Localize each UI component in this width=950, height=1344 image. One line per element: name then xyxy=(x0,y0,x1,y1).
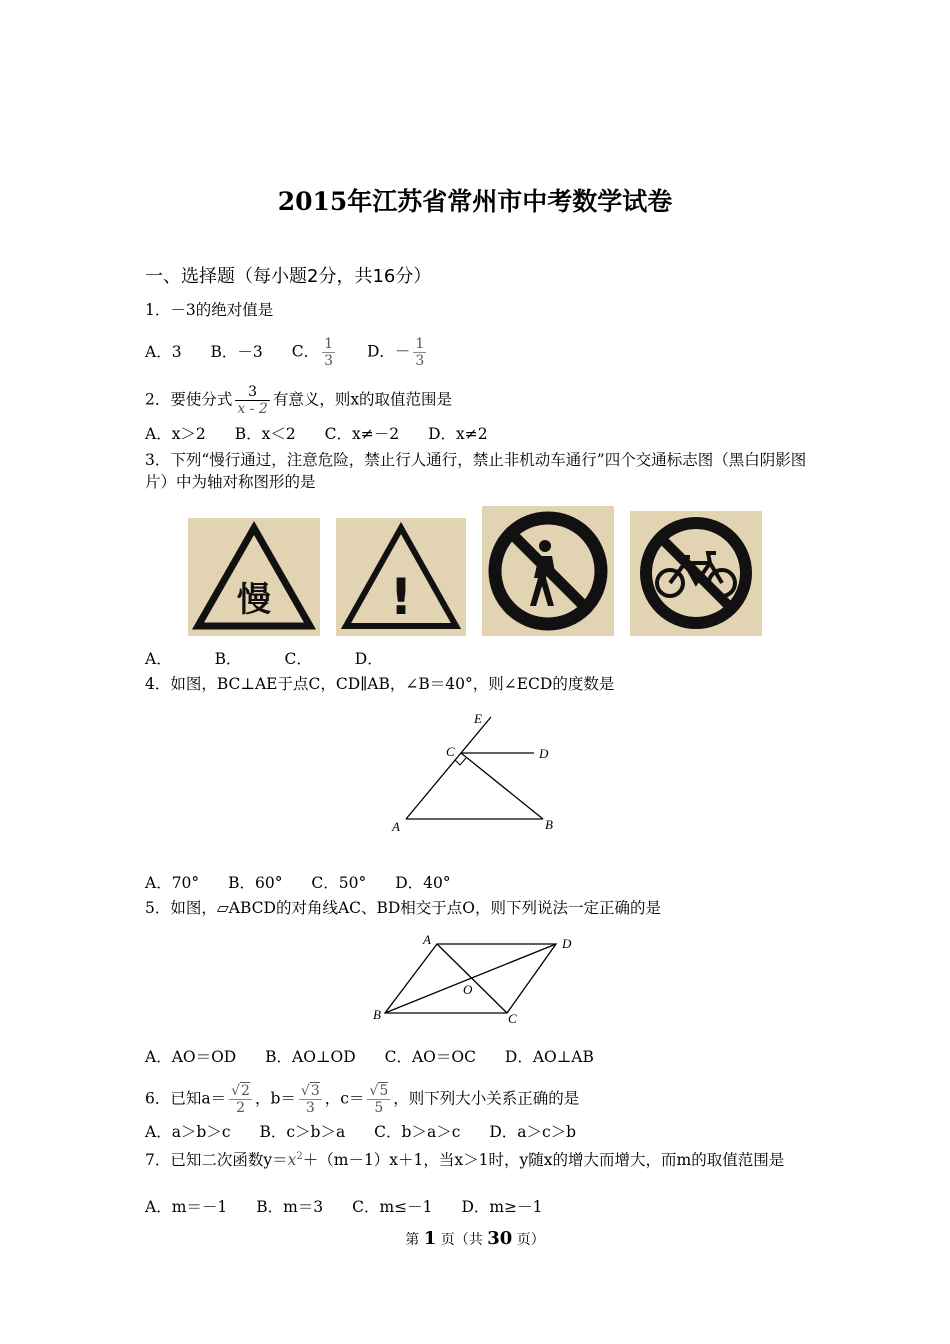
q5-option-b: B．AO⊥OD xyxy=(265,1048,356,1066)
q2-stem-post: 有意义，则x的取值范围是 xyxy=(272,390,453,409)
q5-option-d: D．AO⊥AB xyxy=(504,1048,594,1066)
q6-option-d: D．a＞c＞b xyxy=(489,1123,577,1141)
numerator: 1 xyxy=(415,336,425,352)
footer-pre: 第 xyxy=(405,1232,420,1248)
q5-label-o: O xyxy=(463,982,473,997)
q4-figure xyxy=(380,705,580,845)
fraction xyxy=(235,384,269,417)
q3-option-c: C． xyxy=(284,650,312,668)
q5-option-a: A．AO＝OD xyxy=(145,1048,237,1066)
numerator: √5 xyxy=(369,1083,389,1099)
q5-options xyxy=(145,1046,618,1068)
radicand: 5 xyxy=(379,1083,389,1099)
q5-label-c: C xyxy=(508,1011,517,1026)
q6-options xyxy=(145,1121,600,1143)
q4-options xyxy=(145,872,475,894)
q5-stem: 5．如图，▱ABCD的对角线AC、BD相交于点O，则下列说法一定正确的是 xyxy=(145,899,662,917)
q7-x: x xyxy=(287,1151,297,1170)
sign-slow-image xyxy=(188,518,320,636)
q4-option-b: B．60° xyxy=(228,874,283,892)
denominator: 5 xyxy=(374,1100,384,1116)
radicand: 3 xyxy=(310,1083,320,1099)
q6-stem-pre: 6．已知a＝ xyxy=(145,1089,227,1108)
numerator: 1 xyxy=(324,336,333,352)
q4-option-a: A．70° xyxy=(145,874,200,892)
q7-options xyxy=(145,1196,566,1218)
q1-stem: 1．－3的绝对值是 xyxy=(145,301,274,319)
q7-stem-b: ＋（m－1）x＋1，当x＞1时，y随x的增大而增大，而m的取值范围是 xyxy=(302,1151,785,1170)
q7-stem-a: 7．已知二次函数y＝ xyxy=(145,1151,288,1170)
q4-stem: 4．如图，BC⊥AE于点C，CD∥AB，∠B＝40°，则∠ECD的度数是 xyxy=(145,675,615,693)
numerator: 3 xyxy=(248,384,258,400)
q2-option-a: A．x＞2 xyxy=(145,425,206,443)
q4-label-a: A xyxy=(392,819,400,834)
denominator: x - 2 xyxy=(237,401,268,417)
q5-figure xyxy=(365,930,585,1030)
footer-mid: 页（共 xyxy=(440,1232,483,1248)
q7-option-c: C．m≤－1 xyxy=(352,1198,433,1216)
q5-label-a: A xyxy=(423,932,431,947)
q5-label-b: B xyxy=(373,1007,381,1022)
q5-option-c: C．AO＝OC xyxy=(384,1048,476,1066)
page-total: 30 xyxy=(487,1228,513,1249)
denominator: 3 xyxy=(324,353,333,369)
q2-stem-pre: 2．要使分式 xyxy=(145,390,233,409)
sign-slow-text: 慢 xyxy=(237,580,271,620)
q2-option-b: B．x＜2 xyxy=(234,425,296,443)
fraction xyxy=(229,1083,252,1116)
q2-stem xyxy=(145,384,452,417)
q4-option-d: D．40° xyxy=(395,874,451,892)
q2-option-d: D．x≠2 xyxy=(428,425,488,443)
radicand: 2 xyxy=(241,1083,250,1099)
q7-exponent: 2 xyxy=(296,1151,303,1162)
q6-option-b: B．c＞b＞a xyxy=(259,1123,346,1141)
footer-post: 页） xyxy=(516,1232,545,1248)
q1-options xyxy=(145,336,453,369)
q7-option-b: B．m＝3 xyxy=(256,1198,324,1216)
page-title: 2015年江苏省常州市中考数学试卷 xyxy=(277,187,673,216)
sign-no-pedestrian-image xyxy=(482,506,614,636)
fraction xyxy=(322,336,335,369)
q3-stem: 3．下列“慢行通过，注意危险，禁止行人通行，禁止非机动车通行”四个交通标志图（黑白阴影图片）中为轴对称图形的是 xyxy=(145,451,807,491)
q4-option-c: C．50° xyxy=(311,874,367,892)
q6-stem-post: ，则下列大小关系正确的是 xyxy=(393,1089,580,1108)
q1-option-a: A．3 xyxy=(145,342,182,361)
fraction xyxy=(299,1083,322,1116)
numerator: √2 xyxy=(231,1083,250,1099)
q3-option-d: D． xyxy=(354,650,383,668)
q4-label-c: C xyxy=(446,744,455,759)
q3-option-a: A． xyxy=(145,650,172,668)
q5-label-d: D xyxy=(562,936,572,951)
q6-option-c: C．b＞a＞c xyxy=(374,1123,461,1141)
q1-option-d xyxy=(367,336,429,369)
fraction xyxy=(367,1083,390,1116)
numerator: √3 xyxy=(300,1083,320,1099)
q3-options xyxy=(145,648,407,670)
q7-option-d: D．m≥－1 xyxy=(461,1198,543,1216)
fraction xyxy=(413,336,426,369)
page-footer xyxy=(0,1228,950,1249)
sign-danger-text: ! xyxy=(389,568,413,626)
page-number: 1 xyxy=(423,1228,437,1249)
q4-label-d: D xyxy=(539,746,549,761)
q1-option-c xyxy=(292,336,338,369)
denominator: 3 xyxy=(305,1100,315,1116)
q3-option-b: B． xyxy=(214,650,242,668)
q1-option-d-label: D．－ xyxy=(366,342,411,361)
q4-label-b: B xyxy=(545,817,553,832)
sign-danger-image xyxy=(336,518,466,636)
q4-label-e: E xyxy=(474,711,482,726)
q7-stem xyxy=(145,1146,810,1171)
denominator: 2 xyxy=(236,1100,245,1116)
q6-b-label: ，b＝ xyxy=(254,1089,296,1108)
denominator: 3 xyxy=(415,353,425,369)
q6-c-label: ，c＝ xyxy=(324,1089,365,1108)
sign-no-bicycle-image xyxy=(630,511,762,636)
q7-option-a: A．m＝－1 xyxy=(145,1198,228,1216)
q1-option-b: B．－3 xyxy=(210,342,263,361)
q2-options xyxy=(145,423,512,445)
q2-option-c: C．x≠－2 xyxy=(324,425,400,443)
section-heading: 一、选择题（每小题2分，共16分） xyxy=(145,266,432,287)
q6-option-a: A．a＞b＞c xyxy=(145,1123,231,1141)
q6-stem xyxy=(145,1083,579,1116)
q1-option-c-label: C． xyxy=(291,342,320,361)
